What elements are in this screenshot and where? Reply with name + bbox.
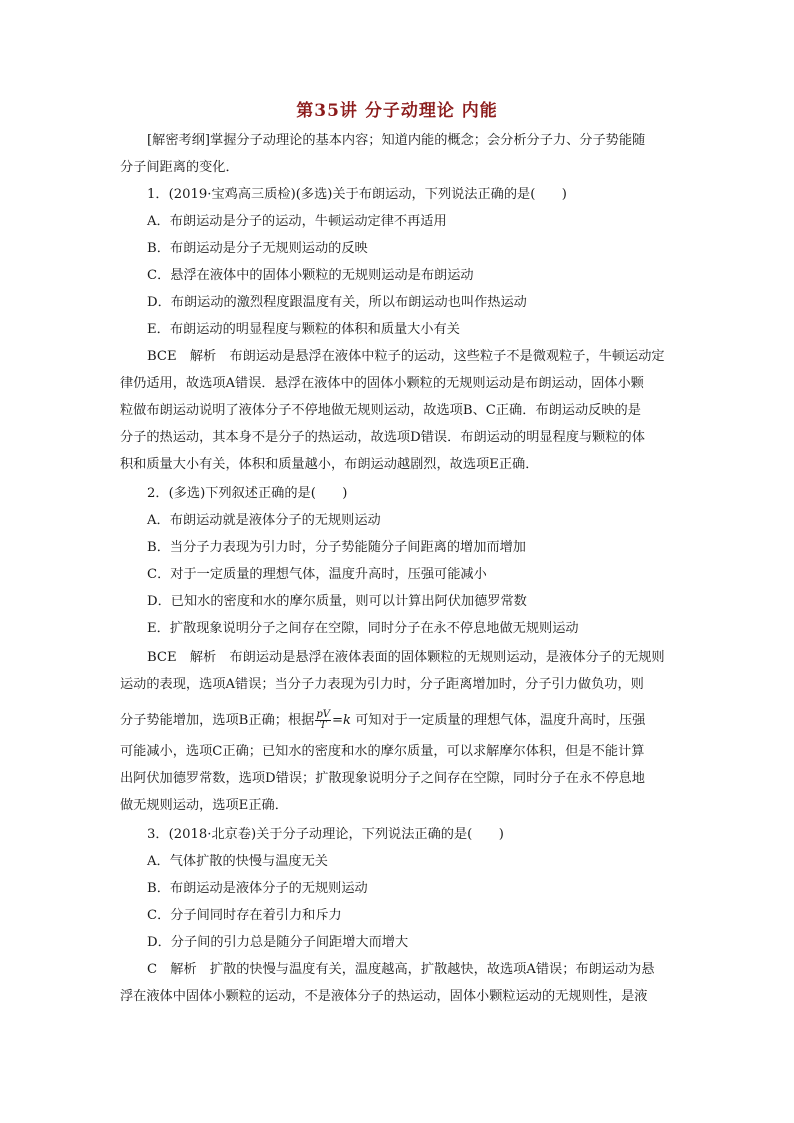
question-3-option-d: D．分子间的引力总是随分子间距增大而增大 xyxy=(147,935,409,950)
page-title: 第35讲 分子动理论 内能 xyxy=(296,101,498,121)
answer-1-line-2: 律仍适用，故选项A错误．悬浮在液体中的固体小颗粒的无规则运动是布朗运动，固体小颗 xyxy=(120,376,644,391)
answer-1-line-3: 粒做布朗运动说明了液体分子不停地做无规则运动，故选项B、C正确．布朗运动反映的是 xyxy=(120,403,641,418)
answer-2-line-3-before: 分子势能增加，选项B正确；根据 xyxy=(120,713,315,728)
answer-2-line-1: BCE 解析 布朗运动是悬浮在液体表面的固体颗粒的无规则运动，是液体分子的无规则 xyxy=(147,650,665,665)
answer-2-line-2: 运动的表现，选项A错误；当分子力表现为引力时，分子距离增加时，分子引力做负功，则 xyxy=(120,677,644,692)
syllabus-line-1: [解密考纲]掌握分子动理论的基本内容；知道内能的概念；会分析分子力、分子势能随 xyxy=(147,133,646,148)
answer-1-line-5: 积和质量大小有关，体积和质量越小，布朗运动越剧烈，故选项E正确． xyxy=(120,457,539,472)
question-3-option-a: A．气体扩散的快慢与温度无关 xyxy=(147,854,328,869)
syllabus-line-2: 分子间距离的变化． xyxy=(120,160,239,175)
answer-3-line-1: C 解析 扩散的快慢与温度有关，温度越高，扩散越快，故选项A错误；布朗运动为悬 xyxy=(147,962,655,977)
question-1-option-c: C．悬浮在液体中的固体小颗粒的无规则运动是布朗运动 xyxy=(147,268,474,283)
answer-2-line-3-after: 可知对于一定质量的理想气体，温度升高时，压强 xyxy=(355,713,646,728)
question-3-option-c: C．分子间同时存在着引力和斥力 xyxy=(147,908,342,923)
question-2-option-a: A．布朗运动就是液体分子的无规则运动 xyxy=(147,513,381,528)
question-2-stem: 2．(多选)下列叙述正确的是( ) xyxy=(147,486,348,501)
question-3-stem: 3．(2018·北京卷)关于分子动理论，下列说法正确的是( ) xyxy=(147,827,504,842)
answer-2-line-3 xyxy=(120,710,645,731)
question-3-option-b: B．布朗运动是液体分子的无规则运动 xyxy=(147,881,368,896)
question-1-option-e: E．布朗运动的明显程度与颗粒的体积和质量大小有关 xyxy=(147,322,460,337)
question-2-option-d: D．已知水的密度和水的摩尔质量，则可以计算出阿伏加德罗常数 xyxy=(147,594,527,609)
question-2-option-e: E．扩散现象说明分子之间存在空隙，同时分子在永不停息地做无规则运动 xyxy=(147,621,579,636)
answer-2-line-4: 可能减小，选项C正确；已知水的密度和水的摩尔质量，可以求解摩尔体积，但是不能计算 xyxy=(120,744,645,759)
formula-rhs: =k xyxy=(331,713,351,728)
answer-2-line-5: 出阿伏加德罗常数，选项D错误；扩散现象说明分子之间存在空隙，同时分子在永不停息地 xyxy=(120,771,645,786)
question-2-option-b: B．当分子力表现为引力时，分子势能随分子间距离的增加而增加 xyxy=(147,540,526,555)
answer-1-line-4: 分子的热运动，其本身不是分子的热运动，故选项D错误．布朗运动的明显程度与颗粒的体 xyxy=(120,430,645,445)
pv-over-t-formula xyxy=(315,710,331,731)
question-2-option-c: C．对于一定质量的理想气体，温度升高时，压强可能减小 xyxy=(147,567,487,582)
answer-2-line-6: 做无规则运动，选项E正确． xyxy=(120,798,288,813)
question-1-option-b: B．布朗运动是分子无规则运动的反映 xyxy=(147,241,368,256)
answer-3-line-2: 浮在液体中固体小颗粒的运动，不是液体分子的热运动，固体小颗粒运动的无规则性，是液 xyxy=(120,989,648,1004)
answer-1-line-1: BCE 解析 布朗运动是悬浮在液体中粒子的运动，这些粒子不是微观粒子，牛顿运动定 xyxy=(147,349,665,364)
question-1-option-d: D．布朗运动的激烈程度跟温度有关，所以布朗运动也叫作热运动 xyxy=(147,295,527,310)
formula-numerator: pV xyxy=(316,709,330,720)
formula-denominator: T xyxy=(319,720,327,731)
question-1-option-a: A．布朗运动是分子的运动，牛顿运动定律不再适用 xyxy=(147,214,447,229)
question-1-stem: 1．(2019·宝鸡高三质检)(多选)关于布朗运动，下列说法正确的是( ) xyxy=(147,187,567,202)
